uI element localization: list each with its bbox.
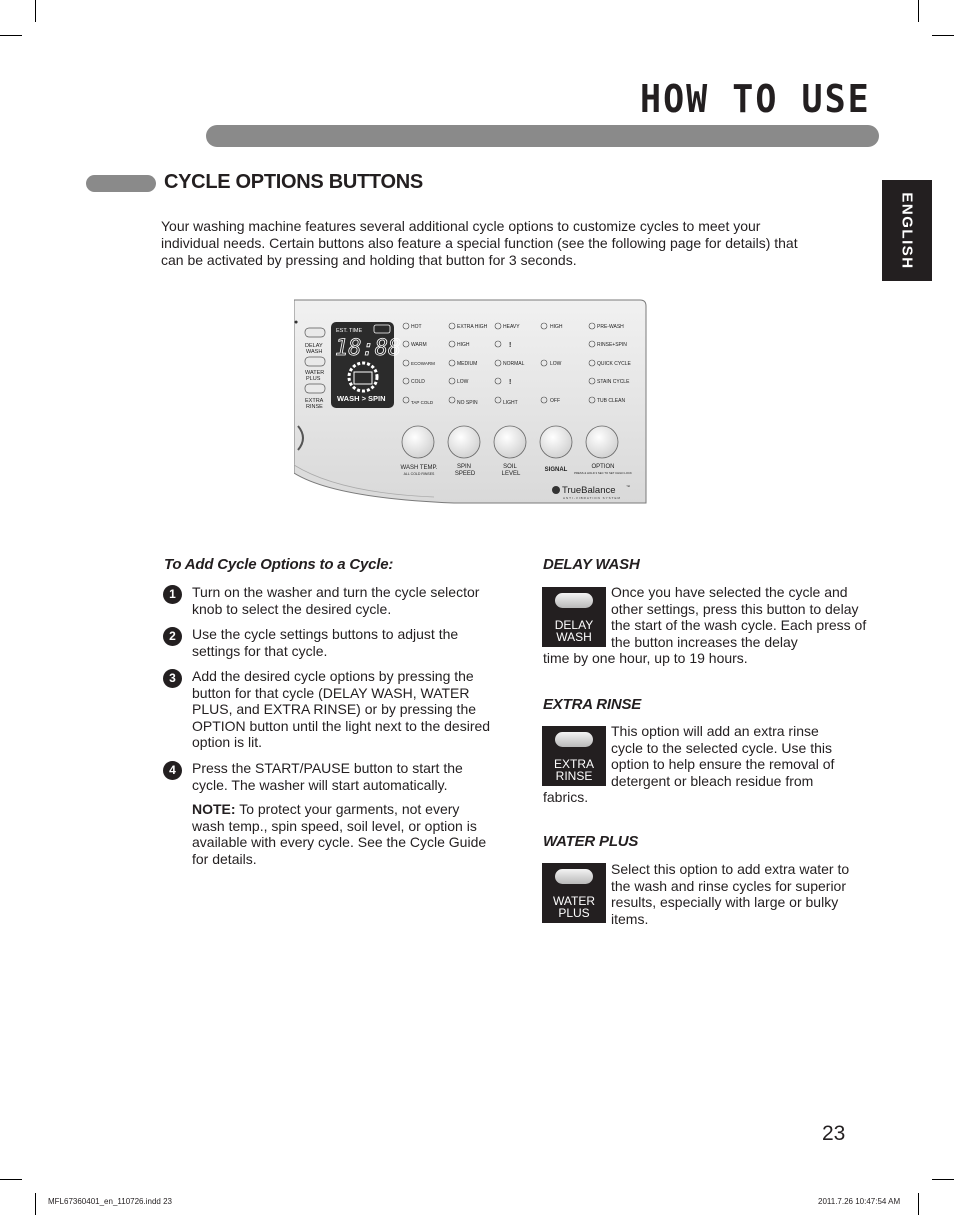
crop-mark <box>932 35 954 36</box>
step-text: Press the START/PAUSE button to start the cycle. The washer will start automatically. <box>192 760 463 793</box>
step-number: 4 <box>163 761 182 780</box>
delay-wash-description <box>543 584 869 667</box>
crop-mark <box>932 1179 954 1180</box>
spin-option: EXTRA HIGH <box>457 324 488 330</box>
option-text-tail: fabrics. <box>543 789 589 805</box>
soil-option: LIGHT <box>503 400 518 406</box>
step-number: 1 <box>163 585 182 604</box>
extra-rinse-heading: EXTRA RINSE <box>543 696 642 713</box>
panel-left-label: EXTRA <box>305 398 324 404</box>
button-label: WATER <box>553 894 595 908</box>
control-panel-illustration <box>294 298 647 506</box>
button-label: WASH <box>556 630 592 644</box>
step-text: Add the desired cycle options by pressing the button for that cycle (DELAY WASH, WATER PLUS, and EXTRA RINSE) or by pressing the OPTION button until the light next to the desired option is lit. <box>192 668 491 750</box>
soil-tick: ! <box>509 342 512 349</box>
step-text: Use the cycle settings buttons to adjust the settings for that cycle. <box>192 626 459 659</box>
crop-mark <box>0 1179 22 1180</box>
language-tab-label: ENGLISH <box>898 191 916 270</box>
temp-option: TAP COLD <box>411 400 434 405</box>
add-options-heading-colon: : <box>388 556 394 573</box>
display-wash-spin: WASH > SPIN <box>337 394 386 403</box>
temp-option: ECOWARM <box>411 361 435 366</box>
btn-label: WASH TEMP. <box>400 465 438 471</box>
soil-option: HEAVY <box>503 324 520 330</box>
language-tab <box>882 180 932 281</box>
step-number: 3 <box>163 669 182 688</box>
step-1 <box>163 584 498 617</box>
delay-wash-heading: DELAY WASH <box>543 556 640 573</box>
button-label: PLUS <box>558 906 590 920</box>
signal-option: HIGH <box>550 324 563 330</box>
add-options-heading <box>164 556 393 573</box>
page-number: 23 <box>822 1122 846 1145</box>
temp-option: COLD <box>411 379 425 385</box>
option-item: TUB CLEAN <box>597 398 626 404</box>
add-options-heading-text: To Add Cycle Options to a Cycle <box>164 556 389 573</box>
spin-option: HIGH <box>457 342 470 348</box>
signal-option: OFF <box>550 398 560 404</box>
footer-file: MFL67360401_en_110726.indd 23 <box>48 1197 172 1206</box>
water-plus-heading: WATER PLUS <box>543 833 639 850</box>
crop-mark <box>918 1193 919 1215</box>
option-text: Select this option to add extra water to the wash and rinse cycles for superior results, especially with large or bulky items. <box>611 861 850 927</box>
option-item: STAIN CYCLE <box>597 379 630 385</box>
signal-option: LOW <box>550 361 562 367</box>
temp-option: HOT <box>411 324 422 330</box>
header-bar <box>206 125 879 147</box>
crop-mark <box>918 0 919 22</box>
temp-option: WARM <box>411 342 427 348</box>
crop-mark <box>35 0 36 22</box>
btn-sublabel: ALL COLD RINSES <box>403 472 435 476</box>
section-title: CYCLE OPTIONS BUTTONS <box>164 171 423 193</box>
option-item: PRE-WASH <box>597 324 624 330</box>
spin-option: NO SPIN <box>457 400 478 406</box>
button-label: EXTRA <box>553 757 594 771</box>
section-pill <box>86 175 156 192</box>
brand-subtitle: ANTI-VIBRATION SYSTEM <box>563 496 621 500</box>
option-text: Once you have selected the cycle and other settings, press this button to delay the start of the wash cycle. Each press of the button increases the delay <box>611 584 867 650</box>
panel-left-label: WATER <box>305 370 325 376</box>
note <box>192 801 492 867</box>
note-label: NOTE: <box>192 801 236 817</box>
option-text: This option will add an extra rinse cycle to the selected cycle. Use this option to help ensure the removal of detergent or bleach residue from <box>611 723 835 789</box>
step-4 <box>163 760 498 793</box>
btn-label: SPIN <box>456 464 472 470</box>
water-plus-description <box>543 861 869 927</box>
btn-label: SPEED <box>454 471 476 477</box>
crop-mark <box>35 1193 36 1215</box>
panel-left-label: WASH <box>306 349 323 355</box>
section-intro: Your washing machine features several additional cycle options to customize cycles to meet your individual needs. Certain buttons also feature a special function (see the following page for details) that can be activated by pressing and holding that button for 3 seconds. <box>161 218 798 268</box>
panel-left-label: RINSE <box>306 404 323 410</box>
btn-label: LEVEL <box>501 471 521 477</box>
extra-rinse-description <box>543 723 869 806</box>
brand-tm: ™ <box>626 484 630 489</box>
soil-tick: ! <box>509 379 512 386</box>
display-est-time: EST. TIME <box>336 328 363 334</box>
option-item: RINSE+SPIN <box>597 342 627 348</box>
display-digits: 18:88 <box>335 336 402 361</box>
panel-cut-glyph: ● <box>294 319 299 326</box>
spin-option: LOW <box>457 379 469 385</box>
page-header-title: HOW TO USE <box>640 78 871 122</box>
panel-left-label: DELAY <box>305 343 323 349</box>
step-number: 2 <box>163 627 182 646</box>
btn-label: SOIL <box>503 464 517 470</box>
brand-name: TrueBalance <box>562 485 616 496</box>
option-item: QUICK CYCLE <box>597 361 631 367</box>
button-label: RINSE <box>555 769 593 783</box>
spin-option: MEDIUM <box>457 361 478 367</box>
option-text-tail: time by one hour, up to 19 hours. <box>543 650 748 666</box>
btn-label: SIGNAL <box>544 467 568 473</box>
step-text: Turn on the washer and turn the cycle selector knob to select the desired cycle. <box>192 584 480 617</box>
footer-timestamp: 2011.7.26 10:47:54 AM <box>818 1197 901 1206</box>
panel-left-label: PLUS <box>306 376 321 382</box>
soil-option: NORMAL <box>503 361 525 367</box>
button-label: DELAY <box>554 618 594 632</box>
btn-sublabel: PRESS & HOLD 3 SEC TO SET CHILD LOCK <box>574 471 632 475</box>
crop-mark <box>0 35 22 36</box>
step-2 <box>163 626 498 659</box>
btn-label: OPTION <box>591 464 615 470</box>
note-text: To protect your garments, not every wash temp., spin speed, soil level, or option is available with every cycle. See the Cycle Guide for details. <box>192 801 487 867</box>
step-3 <box>163 668 498 751</box>
